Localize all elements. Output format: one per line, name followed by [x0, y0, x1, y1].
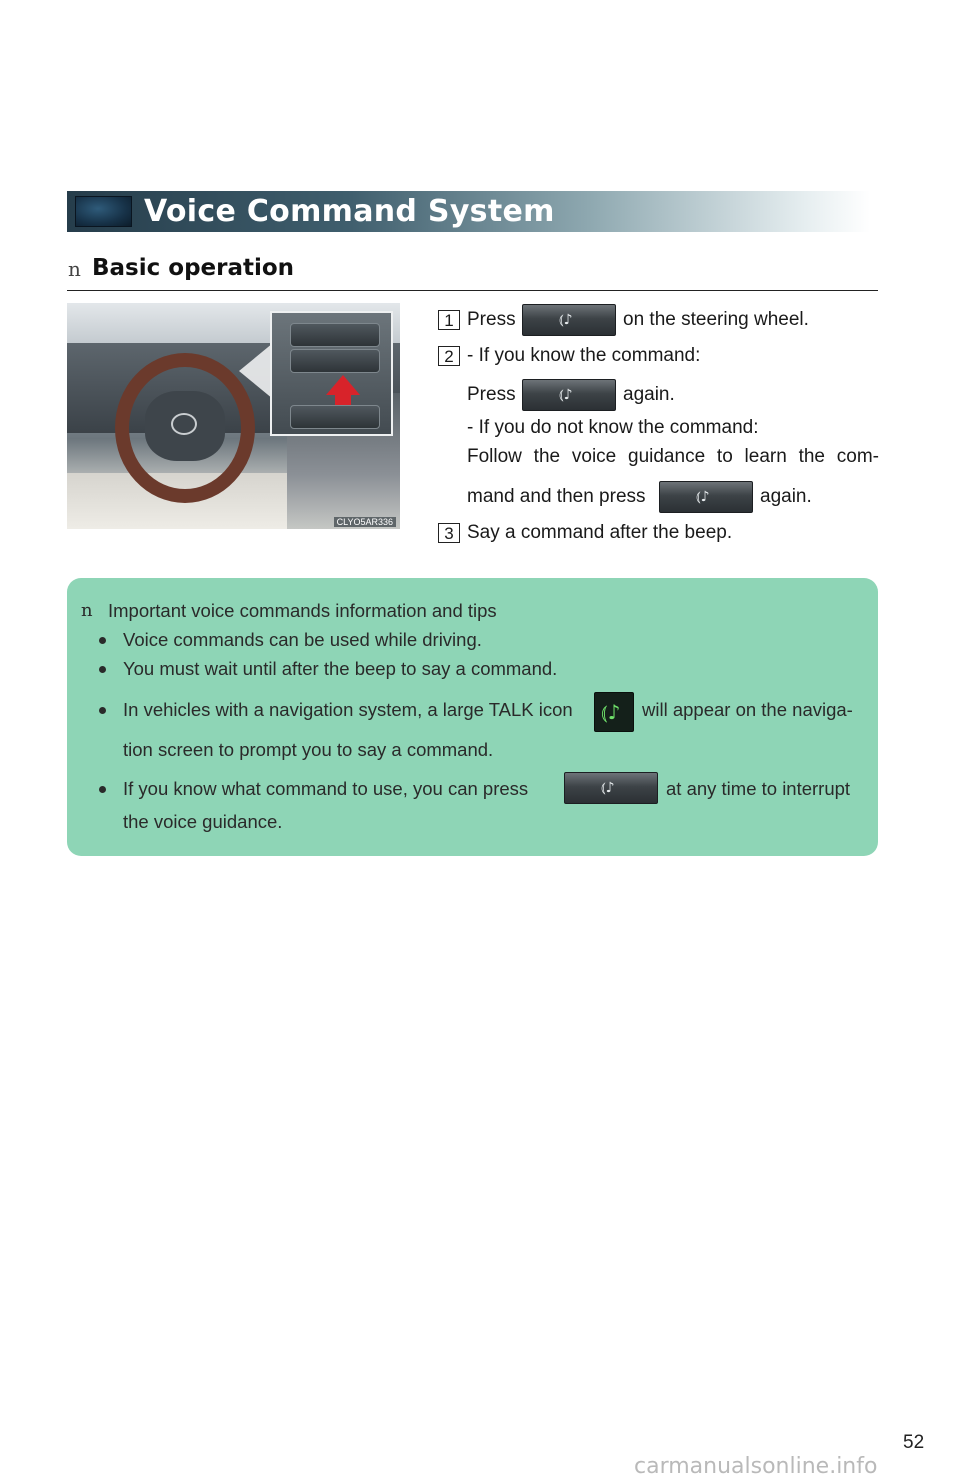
tips-item-4b: at any time to interrupt	[666, 778, 851, 799]
step2-line5: mand and then press	[467, 486, 646, 507]
talk-switch-icon: ⦅♪	[564, 772, 658, 804]
title-thumbnail	[75, 196, 132, 227]
red-arrow-icon	[326, 375, 360, 395]
bullet-dot	[99, 786, 106, 793]
talk-switch-icon: ⦅♪	[522, 379, 616, 411]
step-number-2: 2	[438, 346, 460, 366]
tips-item-4a: If you know what command to use, you can press	[123, 778, 529, 799]
step2-press: Press	[467, 384, 516, 405]
talk-switch-icon: ⦅♪	[522, 304, 616, 336]
step-number-1: 1	[438, 310, 460, 330]
page-title: Voice Command System	[144, 194, 555, 229]
step2-again2: again.	[760, 486, 812, 507]
step2-line4: Follow the voice guidance to learn the com-	[467, 446, 879, 467]
tips-item-3c: tion screen to prompt you to say a command.	[123, 739, 494, 760]
title-bar	[67, 191, 870, 232]
section-bullet: n	[68, 257, 81, 281]
tips-bullet: n	[81, 600, 93, 621]
bullet-dot	[99, 666, 106, 673]
watermark: carmanualsonline.info	[634, 1454, 878, 1479]
step2-line3: - If you do not know the command:	[467, 417, 759, 438]
tips-item-4c: the voice guidance.	[123, 811, 283, 832]
step2-again: again.	[623, 384, 675, 405]
tips-item-1: Voice commands can be used while driving.	[123, 629, 482, 650]
lexus-logo-icon	[171, 413, 197, 435]
section-title: Basic operation	[92, 255, 295, 281]
talk-switch-icon: ⦅♪	[659, 481, 753, 513]
page-number: 52	[903, 1432, 925, 1453]
figure-code: CLYO5AR336	[334, 517, 396, 527]
step2-line1: - If you know the command:	[467, 345, 701, 366]
step3-text: Say a command after the beep.	[467, 522, 733, 543]
bullet-dot	[99, 637, 106, 644]
bullet-dot	[99, 707, 106, 714]
tips-item-3a: In vehicles with a navigation system, a large TALK icon	[123, 699, 573, 720]
steering-wheel-illustration	[67, 303, 400, 529]
step1-press: Press	[467, 309, 516, 330]
section-heading	[67, 255, 878, 291]
talk-icon: ⦅♪	[594, 692, 634, 732]
step1-rest: on the steering wheel.	[623, 309, 809, 330]
switch-closeup	[270, 311, 393, 436]
tips-item-2: You must wait until after the beep to say a command.	[123, 658, 558, 679]
tips-box	[67, 578, 878, 856]
talk-switch-icon	[290, 349, 380, 373]
tips-heading: Important voice commands information and tips	[108, 600, 497, 621]
step-number-3: 3	[438, 523, 460, 543]
tips-item-3b: will appear on the naviga-	[642, 699, 853, 720]
